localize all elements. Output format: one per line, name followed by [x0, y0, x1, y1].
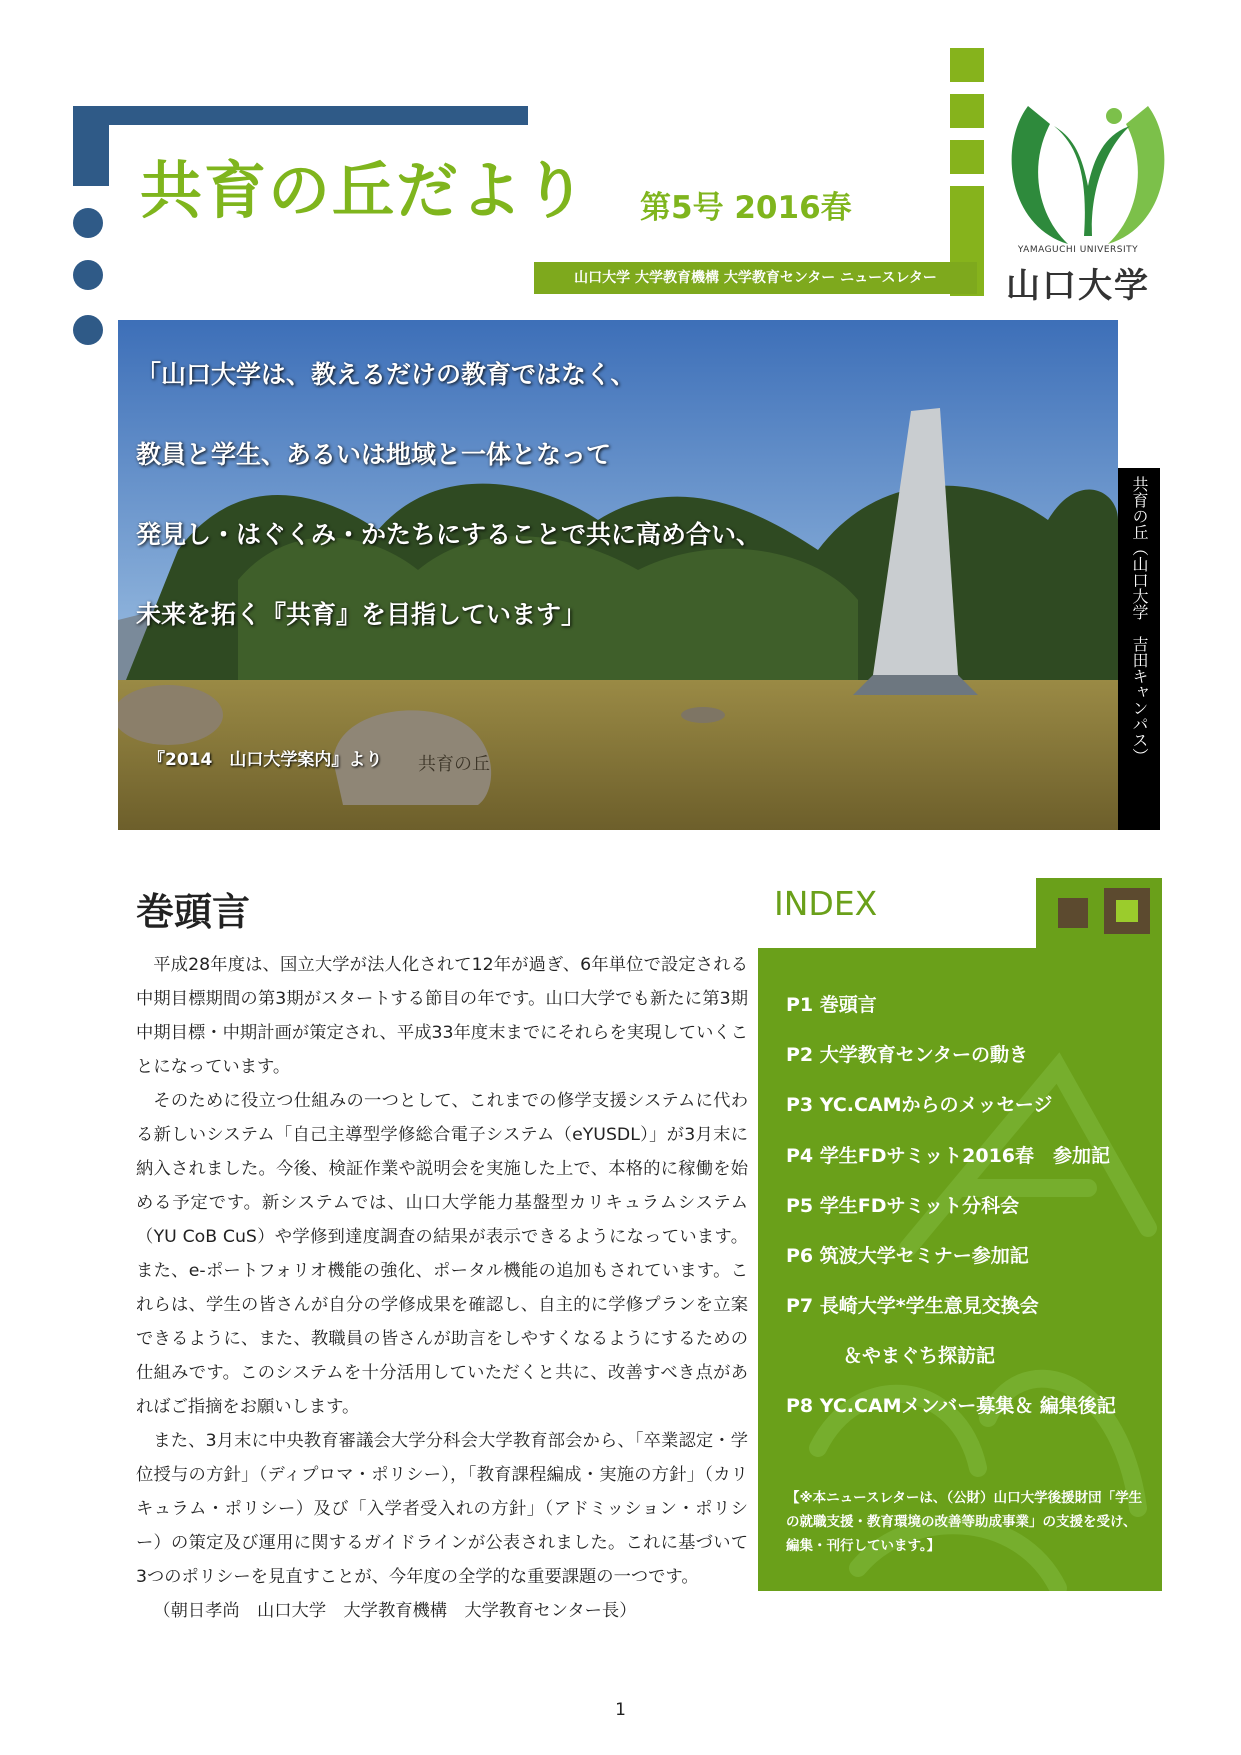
- decor-green-square: [950, 140, 984, 174]
- index-item: P6 筑波大学セミナー参加記: [786, 1245, 1029, 1267]
- decor-lime-square: [1116, 900, 1138, 922]
- issue-label: 第5号 2016春: [640, 190, 852, 226]
- article-paragraph: 平成28年度は、国立大学が法人化されて12年が過ぎ、6年単位で設定される中期目標期間の第3期がスタートする節目の年です。山口大学でも新たに第3期中期目標・中期計画が策定され、平成33年度末までにそれらを実現していくことになっています。: [136, 955, 748, 1077]
- decor-brown-square: [1058, 898, 1088, 928]
- index-item: ＆やまぐち探訪記: [786, 1345, 996, 1367]
- header-blue-bar-vertical: [73, 106, 109, 186]
- article-paragraph: また、3月末に中央教育審議会大学分科会大学教育部会から、「卒業認定・学位授与の方針」（ディプロマ・ポリシー），「教育課程編成・実施の方針」（カリキュラム・ポリシー）及び「入学者受入れの方針」（アドミッション・ポリシー）の策定及び運用に関するガイドラインが公表されました。これに基づいて3つのポリシーを見直すことが、今年度の全学的な重要課題の一つです。: [136, 1431, 748, 1587]
- index-item: P8 YC.CAMメンバー募集＆ 編集後記: [786, 1395, 1116, 1417]
- header-blue-bar: [73, 106, 528, 125]
- quote-line: 発見し・はぐくみ・かたちにすることで共に高め合い、: [136, 520, 762, 549]
- newsletter-title: 共育の丘だより: [140, 154, 589, 227]
- article-author: （朝日孝尚 山口大学 大学教育機構 大学教育センター長）: [153, 1601, 637, 1621]
- index-item: P2 大学教育センターの動き: [786, 1044, 1029, 1066]
- decor-dot: [73, 315, 103, 345]
- decor-dot: [73, 208, 103, 238]
- sponsor-note: 【※本ニュースレターは、（公財）山口大学後援財団「学生の就職支援・教育環境の改善等助成事業」の支援を受け、編集・刊行しています。】: [786, 1490, 1143, 1554]
- quote-source: 『2014 山口大学案内』より: [148, 750, 383, 770]
- article-title: 巻頭言: [136, 890, 251, 934]
- quote-line: 「山口大学は、教えるだけの教育ではなく、: [136, 360, 636, 389]
- index-label: INDEX: [774, 884, 878, 923]
- index-item: P4 学生FDサミット2016春 参加記: [786, 1145, 1111, 1167]
- index-item: P1 巻頭言: [786, 994, 877, 1016]
- decor-green-square: [950, 48, 984, 82]
- newsletter-subtitle: 山口大学 大学教育機構 大学教育センター ニュースレター: [534, 262, 977, 294]
- logo-name-en: YAMAGUCHI UNIVERSITY: [1017, 245, 1139, 255]
- stone-engraving: 共育の丘: [418, 754, 490, 775]
- index-item: P5 学生FDサミット分科会: [786, 1195, 1020, 1217]
- index-header-block: [1036, 878, 1162, 948]
- photo-caption: 共育の丘（山口大学 吉田キャンパス）: [1118, 468, 1160, 830]
- article-body: [136, 948, 748, 1628]
- logo-name-jp: 山口大学: [1006, 266, 1150, 306]
- quote-line: 未来を拓く『共育』を目指しています」: [136, 600, 587, 629]
- decor-dot: [73, 260, 103, 290]
- index-panel: [758, 948, 1162, 1591]
- quote-line: 教員と学生、あるいは地域と一体となって: [136, 440, 612, 469]
- page-number: 1: [615, 1700, 626, 1720]
- index-item: P7 長崎大学*学生意見交換会: [786, 1295, 1039, 1317]
- decor-green-square: [950, 94, 984, 128]
- index-item: P3 YC.CAMからのメッセージ: [786, 1094, 1053, 1116]
- article-paragraph: そのために役立つ仕組みの一つとして、これまでの修学支援システムに代わる新しいシステム「自己主導型学修総合電子システム（eYUSDL）」が3月末に納入されました。今後、検証作業や説明会を実施した上で、本格的に稼働を始める予定です。新システムでは、山口大学能力基盤型カリキュラムシステム（YU CoB CuS）や学修到達度調査の結果が表示できるようになっています。また、e-ポートフォリオ機能の強化、ポータル機能の追加もされています。これらは、学生の皆さんが自分の学修成果を確認し、自主的に学修プランを立案できるように、また、教職員の皆さんが助言をしやすくなるようにするための仕組みです。このシステムを十分活用していただくと共に、改善すべき点があればご指摘をお願いします。: [136, 1091, 748, 1417]
